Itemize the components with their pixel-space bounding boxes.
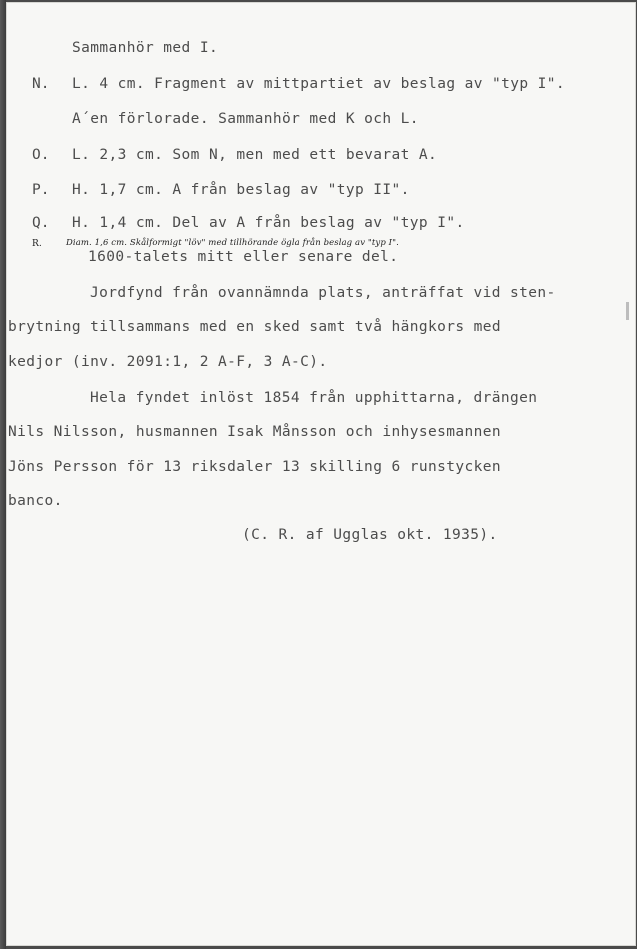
paragraph-1-line-2: brytning tillsammans med en sked samt två hängkors med xyxy=(8,319,502,335)
signature: (C. R. af Ugglas okt. 1935). xyxy=(242,527,498,543)
paragraph-2-line-4: banco. xyxy=(8,493,63,509)
item-n-line-1: L. 4 cm. Fragment av mittpartiet av beslag av "typ I". xyxy=(72,76,566,92)
paragraph-2-line-2: Nils Nilsson, husmannen Isak Månsson och inhysesmannen xyxy=(8,424,502,440)
catalog-card xyxy=(6,2,636,946)
item-o-line-1: L. 2,3 cm. Som N, men med ett bevarat A. xyxy=(72,147,438,163)
handwritten-note: Diam. 1,6 cm. Skålformigt "löv" med tillhörande ögla från beslag av "typ I". xyxy=(66,238,399,248)
item-key-n: N. xyxy=(32,76,50,92)
item-key-o: O. xyxy=(32,147,50,163)
edge-smudge xyxy=(626,302,629,320)
item-p-line-1: H. 1,7 cm. A från beslag av "typ II". xyxy=(72,182,410,198)
item-q-line-1: H. 1,4 cm. Del av A från beslag av "typ I". xyxy=(72,215,465,231)
paragraph-1-line-3: kedjor (inv. 2091:1, 2 A-F, 3 A-C). xyxy=(8,354,328,370)
intro-line: Sammanhör med I. xyxy=(72,40,219,56)
item-key-q: Q. xyxy=(32,215,50,231)
paragraph-2-line-3: Jöns Persson för 13 riksdaler 13 skilling 6 runstycken xyxy=(8,459,502,475)
handwritten-key-r: R. xyxy=(32,239,42,249)
item-key-p: P. xyxy=(32,182,50,198)
struck-dating-line: 1600-talets mitt eller senare del. xyxy=(88,249,399,265)
paragraph-1-line-1: Jordfynd från ovannämnda plats, anträffat vid sten- xyxy=(90,285,556,301)
paragraph-2-line-1: Hela fyndet inlöst 1854 från upphittarna, drängen xyxy=(90,390,538,406)
item-n-line-2: A´en förlorade. Sammanhör med K och L. xyxy=(72,111,419,127)
